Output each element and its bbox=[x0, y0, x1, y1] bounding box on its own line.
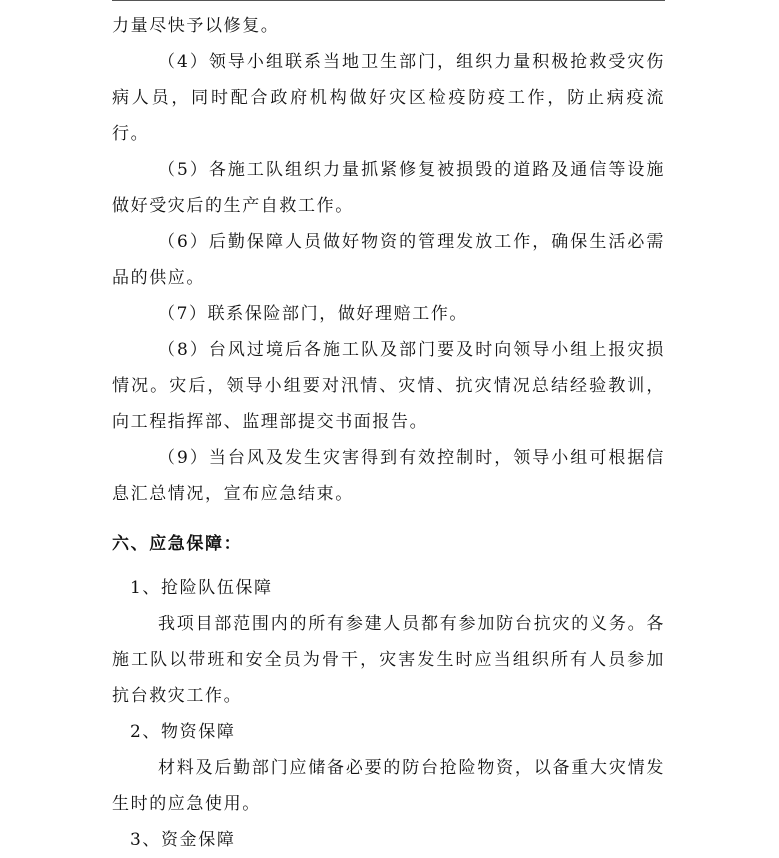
subsection-title-2: 2、物资保障 bbox=[130, 722, 236, 742]
paragraph-item-7: （7）联系保险部门，做好理赔工作。 bbox=[158, 304, 469, 324]
document-page bbox=[112, 8, 665, 858]
paragraph-item-5: （5）各施工队组织力量抓紧修复被损毁的道路及通信等设施做好受灾后的生产自救工作。 bbox=[112, 160, 665, 216]
paragraph-item-9: （9）当台风及发生灾害得到有效控制时，领导小组可根据信息汇总情况，宣布应急结束。 bbox=[112, 448, 665, 504]
subsection-body-1: 我项目部范围内的所有参建人员都有参加防台抗灾的义务。各施工队以带班和安全员为骨干，灾害发生时应当组织所有人员参加抗台救灾工作。 bbox=[112, 614, 665, 706]
section-heading: 六、应急保障： bbox=[112, 534, 243, 554]
paragraph-item-8: （8）台风过境后各施工队及部门要及时向领导小组上报灾损情况。灾后，领导小组要对汛情、灾情、抗灾情况总结经验教训，向工程指挥部、监理部提交书面报告。 bbox=[112, 340, 665, 432]
page-top-rule bbox=[112, 0, 665, 1]
subsection-title-3: 3、资金保障 bbox=[130, 830, 236, 850]
paragraph-continuation: 力量尽快予以修复。 bbox=[112, 16, 280, 36]
subsection-title-1: 1、抢险队伍保障 bbox=[130, 578, 273, 598]
paragraph-item-4: （4）领导小组联系当地卫生部门，组织力量积极抢救受灾伤病人员，同时配合政府机构做好灾区检疫防疫工作，防止病疫流行。 bbox=[112, 52, 665, 144]
paragraph-item-6: （6）后勤保障人员做好物资的管理发放工作，确保生活必需品的供应。 bbox=[112, 232, 665, 288]
subsection-body-2: 材料及后勤部门应储备必要的防台抢险物资，以备重大灾情发生时的应急使用。 bbox=[112, 758, 665, 814]
